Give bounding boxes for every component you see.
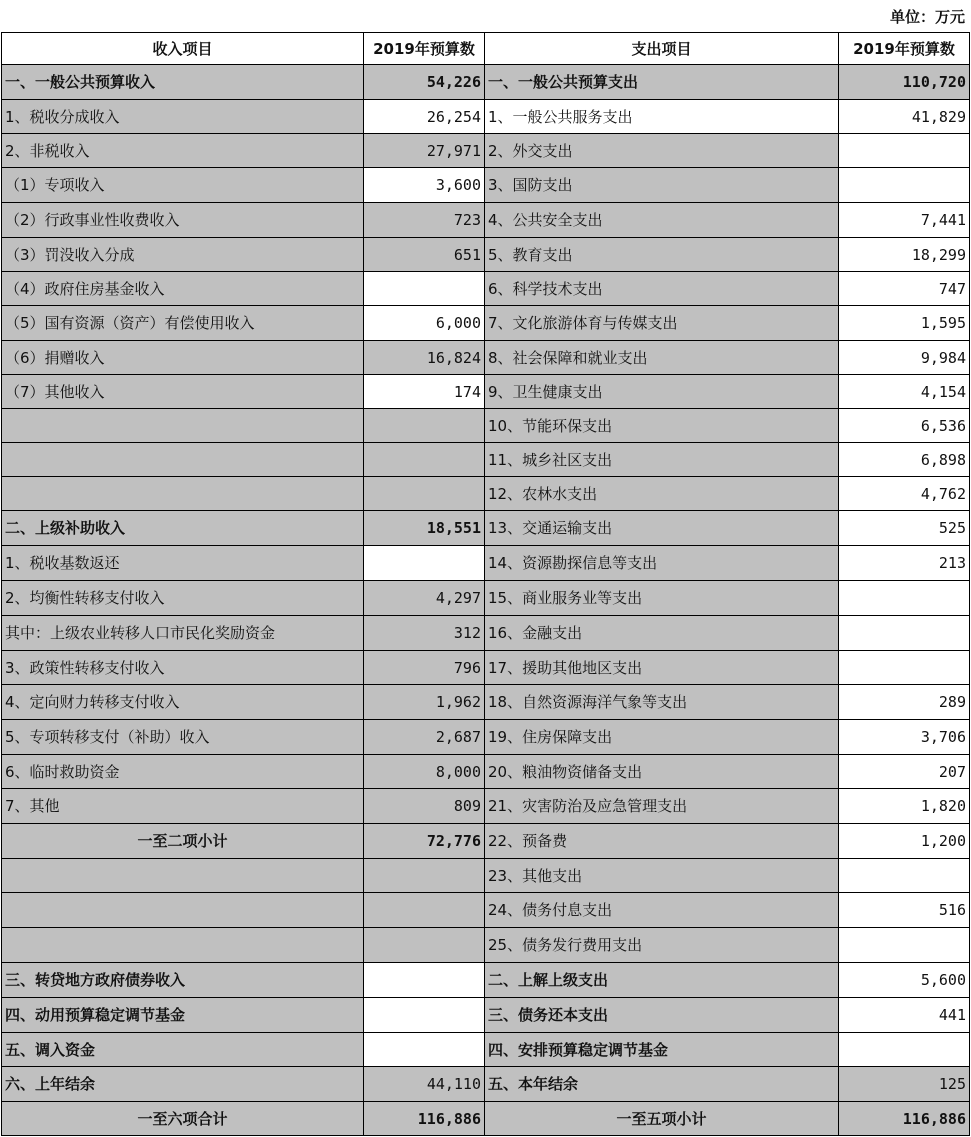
- expense-item-cell: 10、节能环保支出: [485, 409, 839, 443]
- table-row: [2, 998, 970, 1033]
- income-value-cell: 27,971: [364, 134, 485, 168]
- table-row: [2, 1067, 970, 1102]
- income-value-cell: [364, 477, 485, 511]
- income-item-cell: 4、定向财力转移支付收入: [2, 685, 364, 720]
- income-value-cell: 44,110: [364, 1067, 485, 1102]
- table-row: [2, 1102, 970, 1136]
- expense-value-cell: [839, 859, 970, 893]
- expense-item-cell: 19、住房保障支出: [485, 720, 839, 755]
- unit-label: 单位：万元: [889, 8, 965, 26]
- income-value-cell: 54,226: [364, 65, 485, 100]
- expense-value-cell: 525: [839, 511, 970, 546]
- income-item-cell: 3、政策性转移支付收入: [2, 651, 364, 685]
- expense-value-cell: 6,898: [839, 443, 970, 477]
- income-item-cell: 5、专项转移支付（补助）收入: [2, 720, 364, 755]
- expense-item-cell: 五、本年结余: [485, 1067, 839, 1102]
- income-value-cell: [364, 272, 485, 306]
- expense-item-cell: 14、资源勘探信息等支出: [485, 546, 839, 581]
- expense-item-cell: 3、国防支出: [485, 168, 839, 203]
- expense-value-cell: 1,820: [839, 789, 970, 824]
- income-item-cell: [2, 409, 364, 443]
- income-item-cell: 三、转贷地方政府债券收入: [2, 963, 364, 998]
- expense-value-cell: 289: [839, 685, 970, 720]
- expense-item-cell: 23、其他支出: [485, 859, 839, 893]
- expense-item-cell: 16、金融支出: [485, 616, 839, 651]
- table-row: [2, 341, 970, 375]
- table-row: [2, 443, 970, 477]
- header-income-budget: 2019年预算数: [364, 33, 485, 65]
- expense-item-cell: 1、一般公共服务支出: [485, 100, 839, 134]
- income-item-cell: 四、动用预算稳定调节基金: [2, 998, 364, 1033]
- expense-item-cell: 7、文化旅游体育与传媒支出: [485, 306, 839, 341]
- income-item-cell: [2, 859, 364, 893]
- table-row: [2, 511, 970, 546]
- table-row: [2, 100, 970, 134]
- income-value-cell: 1,962: [364, 685, 485, 720]
- expense-value-cell: 207: [839, 755, 970, 789]
- table-row: [2, 546, 970, 581]
- income-value-cell: [364, 998, 485, 1033]
- expense-value-cell: 41,829: [839, 100, 970, 134]
- expense-value-cell: 6,536: [839, 409, 970, 443]
- expense-item-cell: 13、交通运输支出: [485, 511, 839, 546]
- expense-value-cell: 1,200: [839, 824, 970, 859]
- expense-value-cell: 441: [839, 998, 970, 1033]
- table-body: [2, 65, 970, 1136]
- income-value-cell: 174: [364, 375, 485, 409]
- expense-item-cell: 一、一般公共预算支出: [485, 65, 839, 100]
- income-item-cell: 6、临时救助资金: [2, 755, 364, 789]
- header-expense-budget: 2019年预算数: [839, 33, 970, 65]
- income-value-cell: [364, 546, 485, 581]
- expense-item-cell: 一至五项小计: [485, 1102, 839, 1136]
- income-value-cell: 2,687: [364, 720, 485, 755]
- expense-item-cell: 三、债务还本支出: [485, 998, 839, 1033]
- income-value-cell: 16,824: [364, 341, 485, 375]
- expense-item-cell: 25、债务发行费用支出: [485, 928, 839, 963]
- expense-value-cell: [839, 168, 970, 203]
- table-row: [2, 375, 970, 409]
- table-row: [2, 824, 970, 859]
- income-item-cell: 1、税收基数返还: [2, 546, 364, 581]
- income-item-cell: （3）罚没收入分成: [2, 238, 364, 272]
- income-item-cell: [2, 443, 364, 477]
- table-row: [2, 1033, 970, 1067]
- expense-item-cell: 2、外交支出: [485, 134, 839, 168]
- table-row: [2, 651, 970, 685]
- header-expense-item: 支出项目: [485, 33, 839, 65]
- table-header-row: [2, 33, 970, 65]
- table-row: [2, 134, 970, 168]
- income-item-cell: 其中：上级农业转移人口市民化奖励资金: [2, 616, 364, 651]
- income-item-cell: [2, 928, 364, 963]
- expense-value-cell: 5,600: [839, 963, 970, 998]
- expense-value-cell: 747: [839, 272, 970, 306]
- income-item-cell: 2、均衡性转移支付收入: [2, 581, 364, 616]
- expense-item-cell: 二、上解上级支出: [485, 963, 839, 998]
- income-item-cell: （1）专项收入: [2, 168, 364, 203]
- expense-item-cell: 6、科学技术支出: [485, 272, 839, 306]
- expense-item-cell: 5、教育支出: [485, 238, 839, 272]
- income-value-cell: 312: [364, 616, 485, 651]
- expense-item-cell: 15、商业服务业等支出: [485, 581, 839, 616]
- income-item-cell: （6）捐赠收入: [2, 341, 364, 375]
- expense-value-cell: 213: [839, 546, 970, 581]
- income-item-cell: （4）政府住房基金收入: [2, 272, 364, 306]
- table-row: [2, 65, 970, 100]
- expense-item-cell: 24、债务付息支出: [485, 893, 839, 928]
- income-value-cell: 4,297: [364, 581, 485, 616]
- expense-value-cell: 1,595: [839, 306, 970, 341]
- table-row: [2, 720, 970, 755]
- expense-value-cell: 4,762: [839, 477, 970, 511]
- table-row: [2, 306, 970, 341]
- expense-value-cell: 516: [839, 893, 970, 928]
- expense-value-cell: [839, 616, 970, 651]
- income-value-cell: 8,000: [364, 755, 485, 789]
- income-value-cell: 723: [364, 203, 485, 238]
- income-item-cell: 7、其他: [2, 789, 364, 824]
- expense-item-cell: 22、预备费: [485, 824, 839, 859]
- income-item-cell: 一至二项小计: [2, 824, 364, 859]
- expense-item-cell: 20、粮油物资储备支出: [485, 755, 839, 789]
- table-row: [2, 893, 970, 928]
- income-value-cell: [364, 859, 485, 893]
- expense-item-cell: 17、援助其他地区支出: [485, 651, 839, 685]
- expense-value-cell: [839, 1033, 970, 1067]
- income-item-cell: 1、税收分成收入: [2, 100, 364, 134]
- expense-item-cell: 四、安排预算稳定调节基金: [485, 1033, 839, 1067]
- budget-table: [1, 32, 970, 1136]
- expense-value-cell: 18,299: [839, 238, 970, 272]
- expense-value-cell: 4,154: [839, 375, 970, 409]
- income-value-cell: 796: [364, 651, 485, 685]
- income-value-cell: 809: [364, 789, 485, 824]
- expense-item-cell: 9、卫生健康支出: [485, 375, 839, 409]
- expense-item-cell: 4、公共安全支出: [485, 203, 839, 238]
- income-value-cell: [364, 409, 485, 443]
- income-value-cell: 3,600: [364, 168, 485, 203]
- income-value-cell: 72,776: [364, 824, 485, 859]
- table-row: [2, 581, 970, 616]
- income-value-cell: [364, 928, 485, 963]
- income-item-cell: 2、非税收入: [2, 134, 364, 168]
- expense-item-cell: 8、社会保障和就业支出: [485, 341, 839, 375]
- income-value-cell: [364, 893, 485, 928]
- table-row: [2, 203, 970, 238]
- table-row: [2, 755, 970, 789]
- table-row: [2, 477, 970, 511]
- income-value-cell: [364, 963, 485, 998]
- expense-value-cell: [839, 134, 970, 168]
- income-value-cell: [364, 1033, 485, 1067]
- expense-value-cell: 3,706: [839, 720, 970, 755]
- expense-item-cell: 11、城乡社区支出: [485, 443, 839, 477]
- expense-value-cell: 116,886: [839, 1102, 970, 1136]
- income-item-cell: （2）行政事业性收费收入: [2, 203, 364, 238]
- expense-item-cell: 21、灾害防治及应急管理支出: [485, 789, 839, 824]
- table-row: [2, 409, 970, 443]
- income-value-cell: 6,000: [364, 306, 485, 341]
- income-value-cell: 18,551: [364, 511, 485, 546]
- income-item-cell: 一、一般公共预算收入: [2, 65, 364, 100]
- expense-value-cell: [839, 928, 970, 963]
- income-value-cell: 116,886: [364, 1102, 485, 1136]
- table-row: [2, 685, 970, 720]
- expense-value-cell: 110,720: [839, 65, 970, 100]
- expense-value-cell: [839, 651, 970, 685]
- income-item-cell: （7）其他收入: [2, 375, 364, 409]
- table-row: [2, 168, 970, 203]
- table-row: [2, 238, 970, 272]
- income-item-cell: 六、上年结余: [2, 1067, 364, 1102]
- table-row: [2, 859, 970, 893]
- table-row: [2, 272, 970, 306]
- expense-value-cell: 9,984: [839, 341, 970, 375]
- income-value-cell: 26,254: [364, 100, 485, 134]
- income-item-cell: （5）国有资源（资产）有偿使用收入: [2, 306, 364, 341]
- table-row: [2, 928, 970, 963]
- income-item-cell: 五、调入资金: [2, 1033, 364, 1067]
- income-item-cell: [2, 893, 364, 928]
- expense-item-cell: 12、农林水支出: [485, 477, 839, 511]
- income-item-cell: 一至六项合计: [2, 1102, 364, 1136]
- income-item-cell: [2, 477, 364, 511]
- income-value-cell: 651: [364, 238, 485, 272]
- table-row: [2, 963, 970, 998]
- expense-item-cell: 18、自然资源海洋气象等支出: [485, 685, 839, 720]
- expense-value-cell: 125: [839, 1067, 970, 1102]
- expense-value-cell: [839, 581, 970, 616]
- table-row: [2, 616, 970, 651]
- income-item-cell: 二、上级补助收入: [2, 511, 364, 546]
- table-row: [2, 789, 970, 824]
- income-value-cell: [364, 443, 485, 477]
- header-income-item: 收入项目: [2, 33, 364, 65]
- expense-value-cell: 7,441: [839, 203, 970, 238]
